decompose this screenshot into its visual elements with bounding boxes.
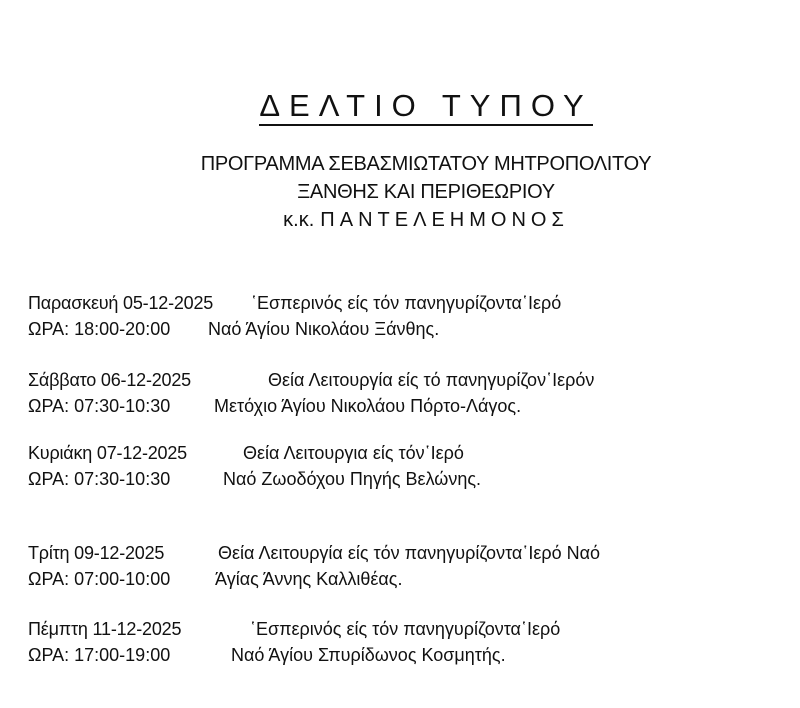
subtitle-name: ΠΑΝΤΕΛΕΗΜΟΝΟΣ	[320, 209, 569, 231]
subtitle-line-1: ΠΡΟΓΡΑΜΜΑ ΣΕΒΑΣΜΙΩΤΑΤΟΥ ΜΗΤΡΟΠΟΛΙΤΟΥ	[200, 153, 652, 175]
event-time: ΩΡΑ: 17:00-19:00	[28, 645, 171, 665]
subtitle-line-2: ΞΑΝΘΗΣ ΚΑΙ ΠΕΡΙΘΕΩΡΙΟΥ	[297, 181, 555, 203]
event-day: Παρασκευή 05-12-2025	[28, 293, 214, 313]
event-day: Τρίτη 09-12-2025	[28, 543, 165, 563]
event-time: ΩΡΑ: 18:00-20:00	[28, 319, 171, 339]
subtitle-prefix: κ.κ.	[283, 209, 315, 231]
event-service: Θεία Λειτουργία είς τό πανηγυρίζον῾Ιερόν	[268, 370, 595, 390]
event-day: Σάββατο 06-12-2025	[28, 370, 191, 390]
event-item	[28, 616, 788, 668]
event-service: Θεία Λειτουργια είς τόν῾Ιερό	[243, 443, 464, 463]
event-day: Κυριάκη 07-12-2025	[28, 443, 187, 463]
event-item	[28, 540, 788, 592]
event-day: Πέμπτη 11-12-2025	[28, 619, 182, 639]
page-title	[0, 88, 800, 124]
event-time: ΩΡΑ: 07:30-10:30	[28, 396, 171, 416]
page-title-text: ΔΕΛΤΙΟ ΤΥΠΟΥ	[259, 88, 592, 126]
event-item	[28, 290, 788, 342]
event-place: Μετόχιο Άγίου Νικολάου Πόρτο-Λάγος.	[214, 396, 522, 416]
event-time: ΩΡΑ: 07:30-10:30	[28, 469, 171, 489]
event-service: ῾Εσπερινός είς τόν πανηγυρίζοντα῾Ιερό	[250, 619, 561, 639]
event-place: Ναό Ζωοδόχου Πηγής Βελώνης.	[223, 469, 482, 489]
event-place: Ναό Άγίου Σπυρίδωνος Κοσμητής.	[231, 645, 506, 665]
event-item	[28, 440, 788, 492]
event-item	[28, 367, 788, 419]
subtitle-line-3	[0, 209, 800, 232]
event-service: Θεία Λειτουργία είς τόν πανηγυρίζοντα῾Ιερό Ναό	[218, 543, 601, 563]
event-place: Άγίας Άννης Καλλιθέας.	[215, 569, 403, 589]
event-place: Ναό Άγίου Νικολάου Ξάνθης.	[208, 319, 440, 339]
event-service: ῾Εσπερινός είς τόν πανηγυρίζοντα῾Ιερό	[251, 293, 562, 313]
event-time: ΩΡΑ: 07:00-10:00	[28, 569, 171, 589]
